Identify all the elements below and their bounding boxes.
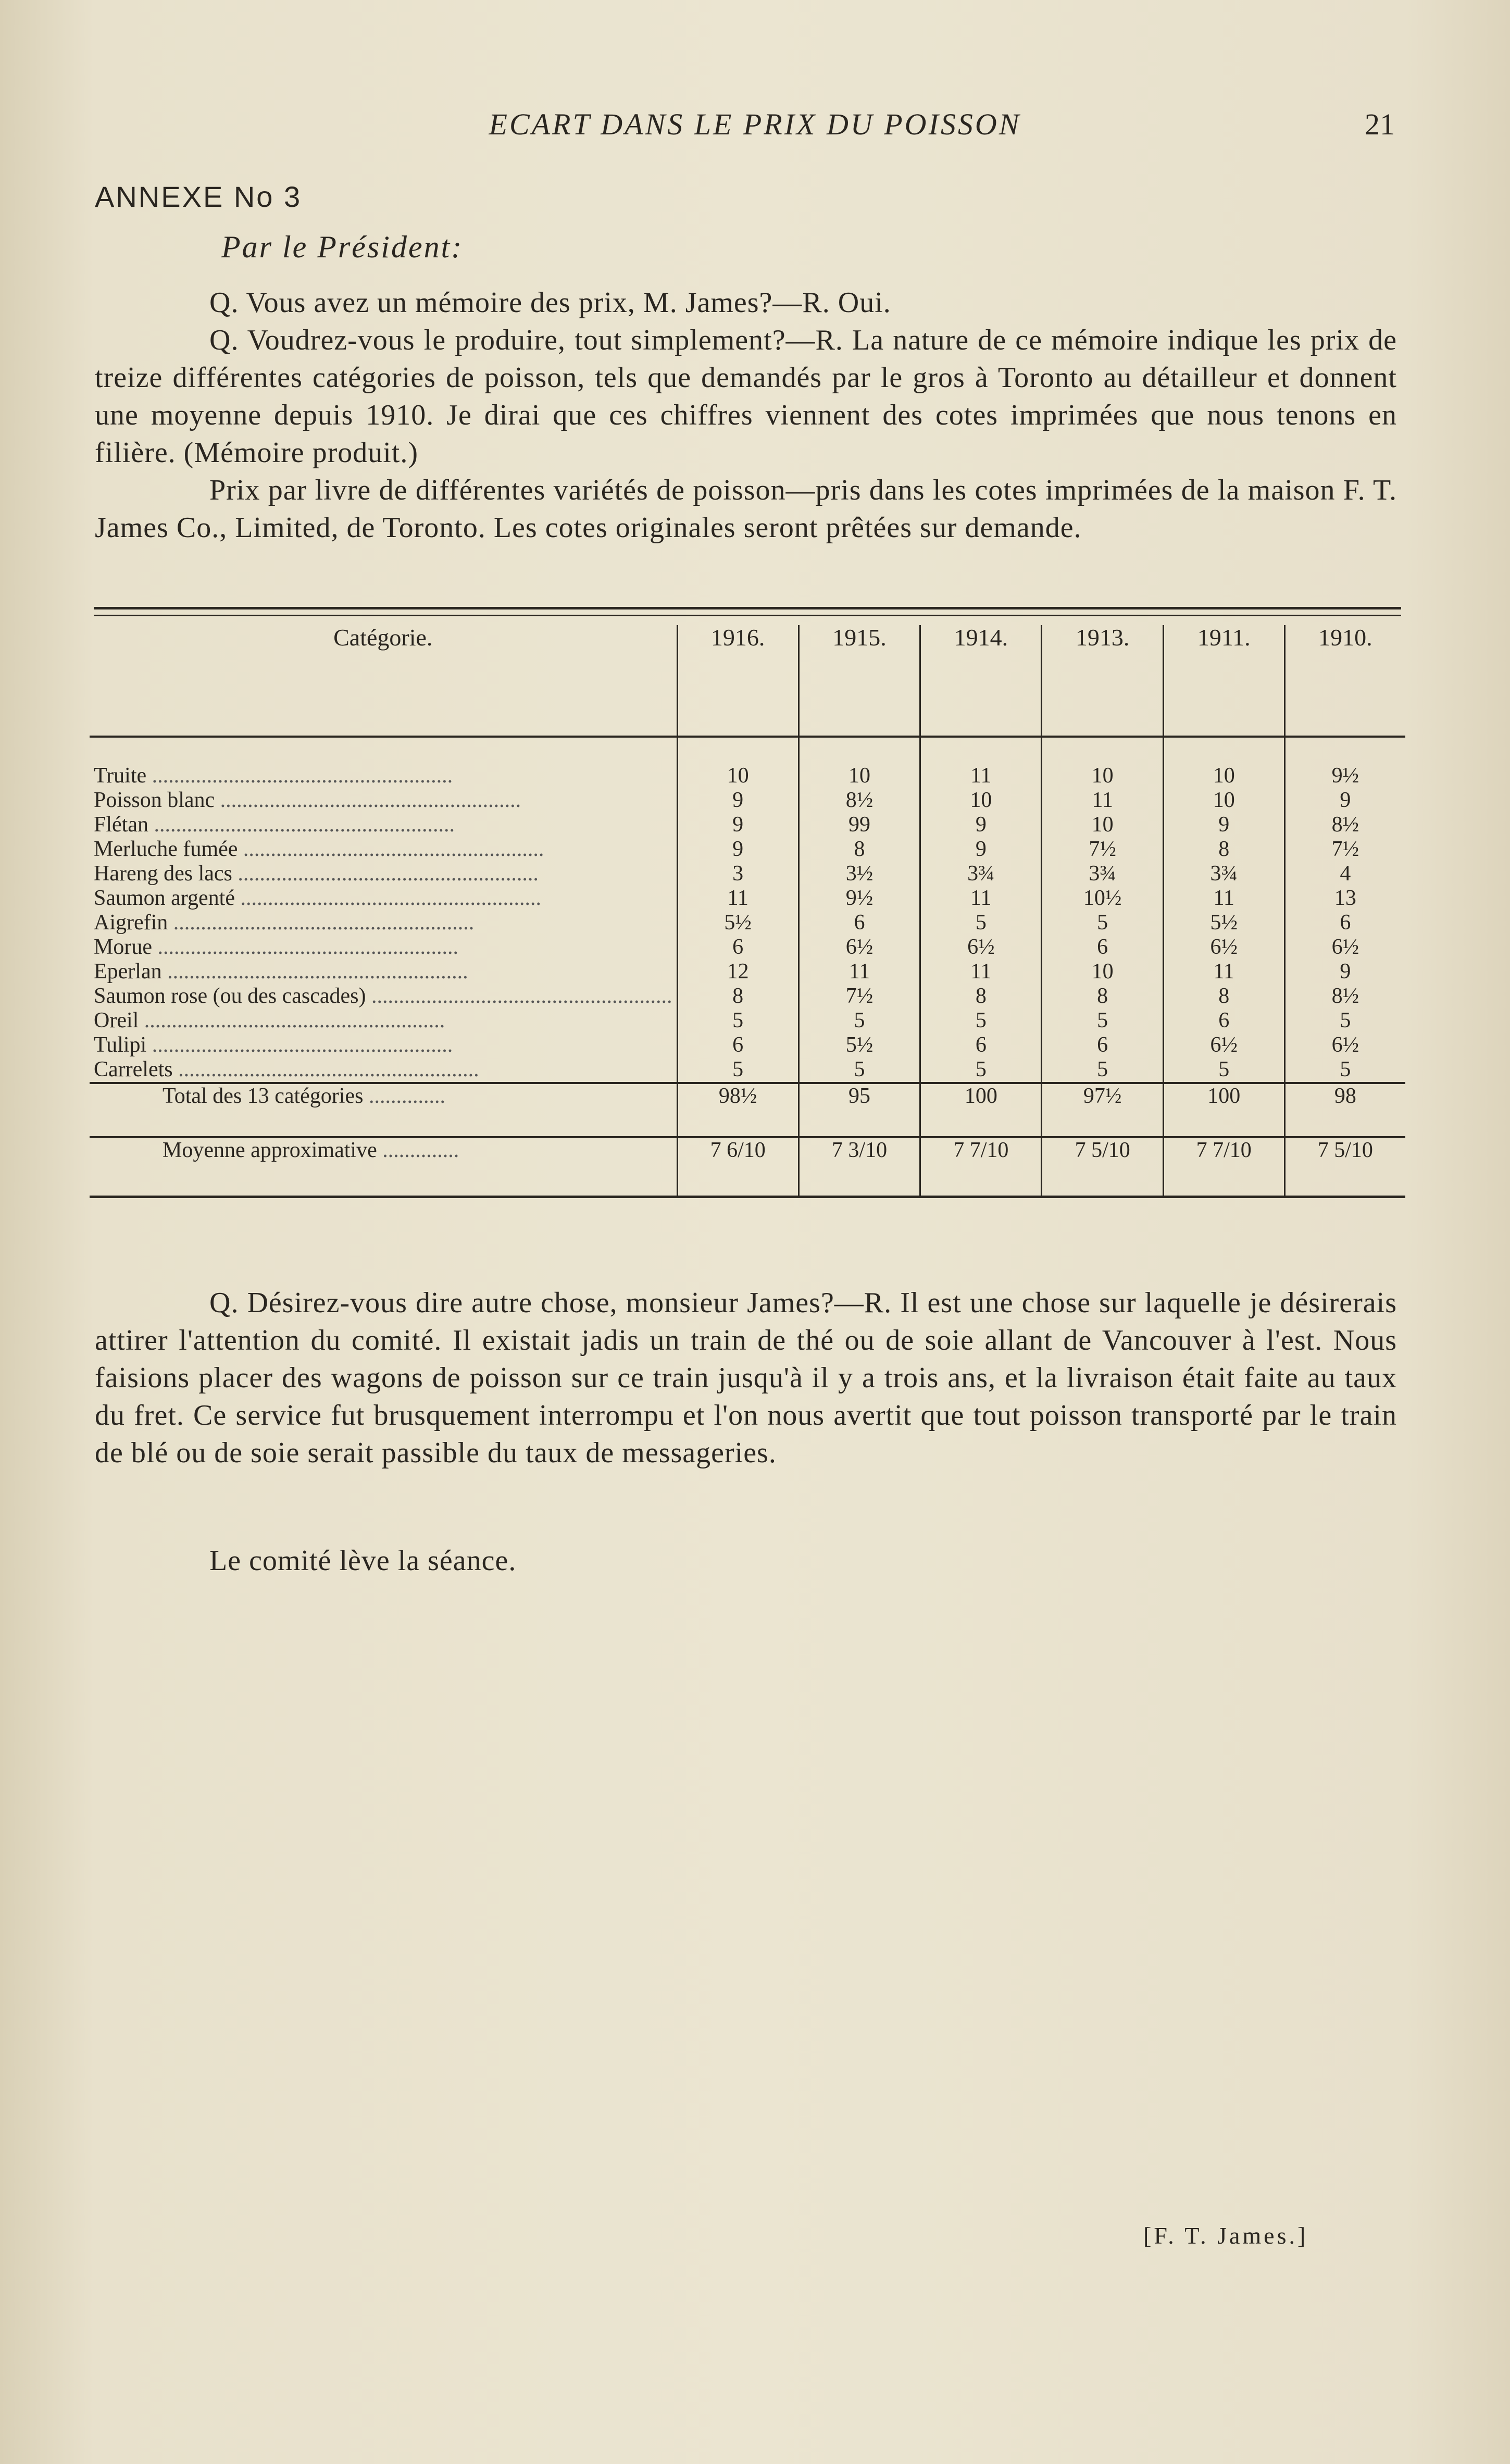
average-value: 7 7/10: [1163, 1137, 1284, 1197]
spacer-row: [90, 737, 1405, 764]
price-cell: 9: [920, 837, 1042, 862]
table-top-rule: [94, 607, 1401, 609]
category-label: Hareng des lacs: [94, 862, 232, 886]
dot-leader: .......................................................: [238, 837, 544, 861]
price-cell: 12: [677, 960, 798, 984]
price-cell: 5: [677, 1057, 798, 1083]
total-value: 100: [1163, 1083, 1284, 1137]
price-cell: 5: [1042, 1009, 1163, 1033]
average-value: 7 6/10: [677, 1137, 798, 1197]
price-cell: 3½: [798, 862, 920, 886]
dot-leader: .......................................................: [139, 1009, 445, 1032]
price-cell: 11: [920, 886, 1042, 911]
table-top-rule-thin: [94, 615, 1401, 616]
price-cell: 11: [920, 764, 1042, 788]
price-cell: 5: [1163, 1057, 1284, 1083]
speaker-heading: Par le Président:: [221, 230, 464, 264]
total-label-cell: [90, 1083, 677, 1137]
table-row: [90, 862, 1405, 886]
year-header: 1913.: [1042, 625, 1163, 737]
price-cell: 8: [798, 837, 920, 862]
average-value: 7 7/10: [920, 1137, 1042, 1197]
price-cell: 5: [1284, 1057, 1405, 1083]
category-label: Merluche fumée: [94, 837, 238, 861]
average-value: 7 3/10: [798, 1137, 920, 1197]
price-cell: 5½: [798, 1033, 920, 1057]
year-header: 1910.: [1284, 625, 1405, 737]
price-cell: 4: [1284, 862, 1405, 886]
dot-leader: .......................................................: [152, 935, 458, 959]
price-cell: 6: [1042, 1033, 1163, 1057]
price-cell: 3¾: [1163, 862, 1284, 886]
category-cell: [90, 886, 677, 911]
year-header: 1915.: [798, 625, 920, 737]
price-cell: 9: [1284, 788, 1405, 813]
category-label: Morue: [94, 935, 152, 959]
total-value: 98: [1284, 1083, 1405, 1137]
table-row: [90, 764, 1405, 788]
table-row: [90, 911, 1405, 935]
price-cell: 11: [1163, 960, 1284, 984]
price-cell: 3¾: [1042, 862, 1163, 886]
dot-leader: .......................................................: [161, 960, 468, 984]
price-cell: 11: [677, 886, 798, 911]
category-column-header: Catégorie.: [90, 625, 677, 737]
price-cell: 6: [1042, 935, 1163, 960]
price-cell: 9: [1163, 813, 1284, 837]
price-cell: 6½: [1163, 1033, 1284, 1057]
year-header: 1911.: [1163, 625, 1284, 737]
table-row: [90, 1009, 1405, 1033]
category-label: Tulipi: [94, 1033, 147, 1057]
running-head: ECART DANS LE PRIX DU POISSON: [489, 107, 1021, 141]
table-row: [90, 960, 1405, 984]
price-cell: 11: [920, 960, 1042, 984]
price-cell: 11: [798, 960, 920, 984]
price-cell: 6½: [1284, 1033, 1405, 1057]
price-cell: 6: [677, 935, 798, 960]
dot-leader: .......................................................: [168, 911, 475, 935]
dot-leader: .......................................................: [366, 984, 672, 1008]
total-value: 95: [798, 1083, 920, 1137]
price-cell: 3¾: [920, 862, 1042, 886]
category-cell: [90, 764, 677, 788]
dot-leader: .......................................................: [148, 813, 455, 837]
average-value: 7 5/10: [1284, 1137, 1405, 1197]
price-cell: 10: [1042, 813, 1163, 837]
table-row: [90, 1057, 1405, 1083]
category-cell: [90, 984, 677, 1009]
price-cell: 10½: [1042, 886, 1163, 911]
category-label: Carrelets: [94, 1057, 173, 1081]
category-cell: [90, 1009, 677, 1033]
category-cell: [90, 862, 677, 886]
category-cell: [90, 935, 677, 960]
average-value: 7 5/10: [1042, 1137, 1163, 1197]
price-cell: 10: [798, 764, 920, 788]
paragraph-question-1: Q. Vous avez un mémoire des prix, M. James?—R. Oui.: [209, 287, 891, 319]
paragraph-table-caption: Prix par livre de différentes variétés de poisson—pris dans les cotes imprimées de la maison F. T. James Co., Limited, de Toronto. Les cotes originales seront prêtées sur demande.: [95, 474, 1397, 544]
category-cell: [90, 1057, 677, 1083]
price-cell: 5: [677, 1009, 798, 1033]
dot-leader: .......................................................: [172, 1057, 479, 1081]
price-cell: 8: [1163, 837, 1284, 862]
price-cell: 9: [1284, 960, 1405, 984]
page-number: 21: [1365, 107, 1395, 141]
year-header: 1916.: [677, 625, 798, 737]
price-cell: 9: [677, 813, 798, 837]
price-cell: 6½: [1284, 935, 1405, 960]
price-cell: 5: [1042, 911, 1163, 935]
category-label: Aigrefin: [94, 911, 168, 935]
price-cell: 9½: [1284, 764, 1405, 788]
price-cell: 8: [1163, 984, 1284, 1009]
price-cell: 10: [677, 764, 798, 788]
table-row: [90, 837, 1405, 862]
annex-label: ANNEXE No 3: [95, 180, 302, 213]
dot-leader: .......................................................: [215, 788, 521, 812]
adjournment-line: Le comité lève la séance.: [209, 1545, 517, 1577]
price-cell: 7½: [798, 984, 920, 1009]
dot-leader: .......................................................: [232, 862, 539, 886]
price-cell: 7½: [1042, 837, 1163, 862]
category-cell: [90, 788, 677, 813]
price-cell: 10: [1163, 788, 1284, 813]
total-value: 100: [920, 1083, 1042, 1137]
table-row: [90, 813, 1405, 837]
price-cell: 6½: [798, 935, 920, 960]
category-label: Saumon rose (ou des cascades): [94, 984, 366, 1008]
price-cell: 6: [920, 1033, 1042, 1057]
price-cell: 6: [677, 1033, 798, 1057]
price-cell: 5: [1284, 1009, 1405, 1033]
price-cell: 5: [920, 1009, 1042, 1033]
price-cell: 6: [1163, 1009, 1284, 1033]
category-label: Truite: [94, 764, 147, 788]
category-label: Eperlan: [94, 960, 162, 984]
category-cell: [90, 837, 677, 862]
price-cell: 10: [1042, 764, 1163, 788]
price-cell: 6: [1284, 911, 1405, 935]
closing-paragraph: Q. Désirez-vous dire autre chose, monsieur James?—R. Il est une chose sur laquelle je désirerais attirer l'attention du comité. Il existait jadis un train de thé ou de soie allant de Vancouver à l'est. Nous faisions placer des wagons de poisson sur ce train jusqu'à il y a trois ans, et la livraison était faite au taux du fret. Ce service fut brusquement interrompu et l'on nous avertit que tout poisson transporté par le train de blé ou de soie serait passible du taux de messageries.: [95, 1287, 1397, 1469]
price-cell: 11: [1042, 788, 1163, 813]
price-cell: 3: [677, 862, 798, 886]
price-cell: 6: [798, 911, 920, 935]
price-cell: 5: [798, 1009, 920, 1033]
price-cell: 11: [1163, 886, 1284, 911]
category-label: Oreil: [94, 1009, 139, 1032]
table-row: [90, 788, 1405, 813]
price-cell: 5½: [1163, 911, 1284, 935]
price-table: [90, 625, 1405, 1198]
price-cell: 8: [920, 984, 1042, 1009]
price-cell: 6½: [920, 935, 1042, 960]
price-cell: 9½: [798, 886, 920, 911]
price-cell: 7½: [1284, 837, 1405, 862]
average-label: Moyenne approximative: [163, 1138, 377, 1162]
year-header: 1914.: [920, 625, 1042, 737]
total-value: 98½: [677, 1083, 798, 1137]
price-cell: 9: [920, 813, 1042, 837]
price-cell: 8½: [1284, 984, 1405, 1009]
category-cell: [90, 960, 677, 984]
signature: [F. T. James.]: [1143, 2222, 1308, 2249]
price-cell: 8: [1042, 984, 1163, 1009]
price-cell: 5: [920, 911, 1042, 935]
price-cell: 5: [798, 1057, 920, 1083]
dot-leader: ..............: [363, 1084, 445, 1108]
table-row: [90, 984, 1405, 1009]
category-cell: [90, 1033, 677, 1057]
category-cell: [90, 911, 677, 935]
price-cell: 9: [677, 788, 798, 813]
price-cell: 8½: [798, 788, 920, 813]
dot-leader: .......................................................: [146, 1033, 453, 1057]
dot-leader: .......................................................: [146, 764, 453, 788]
price-cell: 5: [920, 1057, 1042, 1083]
price-cell: 10: [1042, 960, 1163, 984]
table-row: [90, 1033, 1405, 1057]
category-label: Flétan: [94, 813, 148, 837]
dot-leader: ..............: [377, 1138, 459, 1162]
price-cell: 8½: [1284, 813, 1405, 837]
table-header-row: [90, 625, 1405, 737]
price-cell: 8: [677, 984, 798, 1009]
average-row: [90, 1137, 1405, 1197]
table-row: [90, 886, 1405, 911]
price-cell: 10: [1163, 764, 1284, 788]
price-cell: 5: [1042, 1057, 1163, 1083]
price-cell: 6½: [1163, 935, 1284, 960]
price-cell: 10: [920, 788, 1042, 813]
price-cell: 9: [677, 837, 798, 862]
category-label: Saumon argenté: [94, 886, 235, 910]
price-cell: 99: [798, 813, 920, 837]
category-cell: [90, 813, 677, 837]
total-row: [90, 1083, 1405, 1137]
total-label: Total des 13 catégories: [163, 1084, 364, 1108]
paragraph-question-2: Q. Voudrez-vous le produire, tout simplement?—R. La nature de ce mémoire indique les prix de treize différentes catégories de poisson, tels que demandés par le gros à Toronto au détailleur et donnent une moyenne depuis 1910. Je dirai que ces chiffres viennent des cotes imprimées que nous tenons en filière. (Mémoire produit.): [95, 324, 1397, 469]
total-value: 97½: [1042, 1083, 1163, 1137]
price-cell: 13: [1284, 886, 1405, 911]
category-label: Poisson blanc: [94, 788, 215, 812]
price-cell: 5½: [677, 911, 798, 935]
table-row: [90, 935, 1405, 960]
dot-leader: .......................................................: [235, 886, 541, 910]
average-label-cell: [90, 1137, 677, 1197]
